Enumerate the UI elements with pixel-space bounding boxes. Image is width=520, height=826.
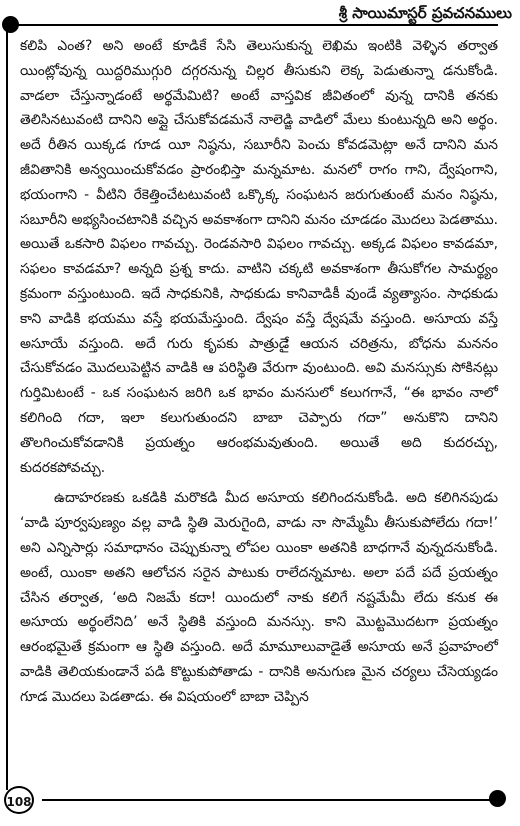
footer-ornament-dot [489, 790, 506, 807]
footer-rule [42, 799, 490, 801]
paragraph-2: ఉదాహరణకు ఒకడికి మరొకడి మీద అసూయ కలిగిందనుకోండి. అది కలిగినపుడు ‘వాడి పూర్వపుణ్యం వల్ల వాడి స్థితి మెరుగైంది, వాడు నా సొమ్మేమీ తీసుకుపోలేదు గదా!’ అని ఎన్నిసార్లు సమాధానం చెప్పుకున్నా లోపల యింకా అతనికి బాధగానే వున్నదనుకోండి. అంటే, యింకా అతని ఆలోచన సరైన పాటుకు రాలేదన్నమాట. అలా పదే పదే ప్రయత్నం చేసిన తర్వాత, ‘అది నిజమే కదా! యిందులో నాకు కలిగే నష్టమేమీ లేదు కనుక ఈ అసూయ అర్థంలేనిది’ అనే స్థితికి వస్తుంది మనస్సు. కాని మొట్టమొదటగా ప్రయత్నం ఆరంభమైతే క్రమంగా ఆ స్థితి వస్తుంది. అదే మామూలువాడైతే అసూయ అనే ప్రవాహంలో వాడికి తెలియకుండానే పడి కొట్టుకుపోతాడు - దానికి అనుగుణ మైన చర్యలు చేసెయ్యడం గూడ మొదలు పెడతాడు. ఈ విషయంలో బాబా చెప్పిన [20, 490, 498, 705]
paragraph-1: కలిపి ఎంత? అని అంటే కూడికే సేసి తెలుసుకున్న లెఖిమ ఇంటికి వెళ్ళిన తర్వాత యింట్లోవున్న యిద్దరిముగ్గురి దగ్గరనున్న చిల్లర తీసుకుని లెక్క పెడుతున్నా డనుకోండి. వాడలా చేస్తున్నాడంటే అర్థమేమిటి? అంటే వాస్తవిక జీవితంలో వున్న దానికి తనకు తెలిసినటువంటి దానిని అప్లై చేసుకోవడమనే నాలెడ్జి వాడిలో మేలు కుంటున్నది అని అర్థం. అదే రీతిన యిక్కడ గూడ యీ నిష్ఠను, సబూరీని పెంచు కోవడమెట్లా అనే దానిని మన జీవితానికి అన్వయించుకోవడం ప్రారంభిస్తా మన్నమాట. మనలో రాగం గాని, ద్వేషంగాని, భయంగాని - వీటిని రేకెత్తించేటటువంటి ఒక్కొక్క సంఘటన జరుగుతుంటే మనం నిష్ఠను, సబూరీని అభ్యసించటానికి వచ్చిన అవకాశంగా దానిని మనం చూడడం మొదలు పెడతాము. అయితే ఒకసారి విఫలం గావచ్చు. రెండవసారి విఫలం గావచ్చు. అక్కడ విఫలం కావడమా, సఫలం కావడమా? అన్నది ప్రశ్న కాదు. వాటిని చక్కటి అవకాశంగా తీసుకోగల సామర్థ్యం క్రమంగా వస్తుంటుంది. ఇదే సాధకునికి, సాధకుడు కానివాడికీ వుండే వ్యత్యాసం. సాధకుడు కాని వాడికి భయము వస్తే భయమేస్తుంది. ద్వేషం వస్తే ద్వేషమే వస్తుంది. అసూయ వస్తే అసూయే వస్తుంది. అదే గురు కృపకు పాత్రుడైే ఆయన చరిత్రను, బోధను మననం చేసుకోవడం మొదలుపెట్టిన వాడికి ఆ పరిస్థితి వేరుగా వుంటుంది. అవి మనస్సుకు సోకినట్లు గుర్తిమిటంటే - ఒక సంఘటన జరిగి ఒక భావం మనసులో కలుగగానే, “ఈ భావం నాలో కలిగింది గదా, ఇలా కలుగుతుందని బాబా చెప్పారు గదా” అనుకొని దానిని తొలగించుకోవడానికి ప్రయత్నం ఆరంభమవుతుంది. అయితే అది కుదరచ్చు, కుదరకపోవచ్చు. [20, 38, 498, 476]
page-body [20, 34, 498, 710]
running-header: శ్రీ సాయిమాస్టర్ ప్రవచనములు [338, 4, 512, 22]
page-number: 108 [4, 786, 34, 814]
left-margin-rule [6, 30, 8, 790]
header-rule [10, 24, 498, 26]
